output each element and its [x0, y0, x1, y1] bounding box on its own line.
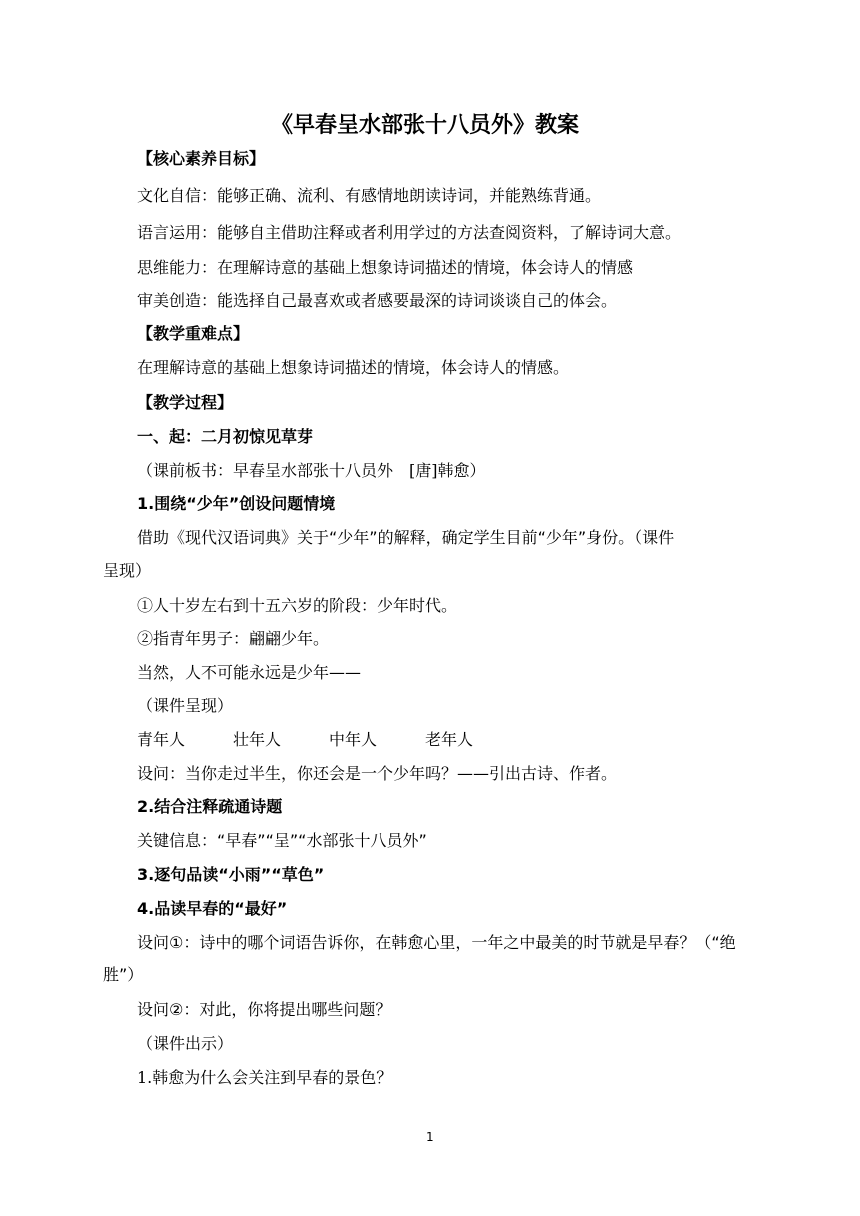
question-one-line-1: 设问①：诗中的哪个词语告诉你，在韩愈心里，一年之中最美的时节就是早春？（“绝 — [137, 933, 736, 952]
section-heading-key-points: 【教学重难点】 — [137, 324, 250, 343]
courseware-show-note: （课件呈现） — [137, 696, 234, 715]
goal-language-use: 语言运用：能够自主借助注释或者利用学过的方法查阅资料，了解诗词大意。 — [137, 223, 682, 242]
definition-two: ②指青年男子：翩翩少年。 — [137, 629, 330, 648]
goal-aesthetic-creation: 审美创造：能选择自己最喜欢或者感要最深的诗词谈谈自己的体会。 — [137, 291, 618, 310]
step-one-heading: 1.围绕“少年”创设问题情境 — [137, 494, 336, 513]
key-information-line: 关键信息：“早春”“呈”“水部张十八员外” — [137, 831, 427, 850]
part-one-heading: 一、起：二月初惊见草芽 — [137, 427, 314, 446]
board-note: （课前板书：早春呈水部张十八员外 [唐]韩愈） — [137, 461, 486, 480]
of-course-line: 当然，人不可能永远是少年—— — [137, 663, 362, 682]
section-heading-process: 【教学过程】 — [137, 393, 234, 412]
list-item-one: 1.韩愈为什么会关注到早春的景色？ — [137, 1068, 393, 1087]
section-heading-core-goals: 【核心素养目标】 — [137, 149, 266, 168]
goal-cultural-confidence: 文化自信：能够正确、流利、有感情地朗读诗词，并能熟练背通。 — [137, 186, 602, 205]
goal-thinking-ability: 思维能力：在理解诗意的基础上想象诗词描述的情境，体会诗人的情感 — [137, 258, 634, 277]
step-four-heading: 4.品读早春的“最好” — [137, 899, 288, 918]
page-number: 1 — [426, 1130, 434, 1144]
step-three-heading: 3.逐句品读“小雨”“草色” — [137, 865, 325, 884]
question-half-life: 设问：当你走过半生，你还会是一个少年吗？——引出古诗、作者。 — [137, 764, 618, 783]
definition-one: ①人十岁左右到十五六岁的阶段：少年时代。 — [137, 596, 458, 615]
document-title: 《早春呈水部张十八员外》教案 — [271, 113, 580, 138]
question-one-line-2: 胜”） — [103, 965, 144, 984]
step-two-heading: 2.结合注释疏通诗题 — [137, 797, 283, 816]
question-two: 设问②：对此，你将提出哪些问题？ — [137, 1000, 392, 1019]
age-groups-line: 青年人 壮年人 中年人 老年人 — [137, 730, 474, 749]
step-one-paragraph-line-2: 呈现） — [103, 561, 152, 580]
key-point-text: 在理解诗意的基础上想象诗词描述的情境，体会诗人的情感。 — [137, 358, 570, 377]
courseware-out-note: （课件出示） — [137, 1034, 234, 1053]
step-one-paragraph-line-1: 借助《现代汉语词典》关于“少年”的解释，确定学生目前“少年”身份。（课件 — [137, 528, 675, 547]
